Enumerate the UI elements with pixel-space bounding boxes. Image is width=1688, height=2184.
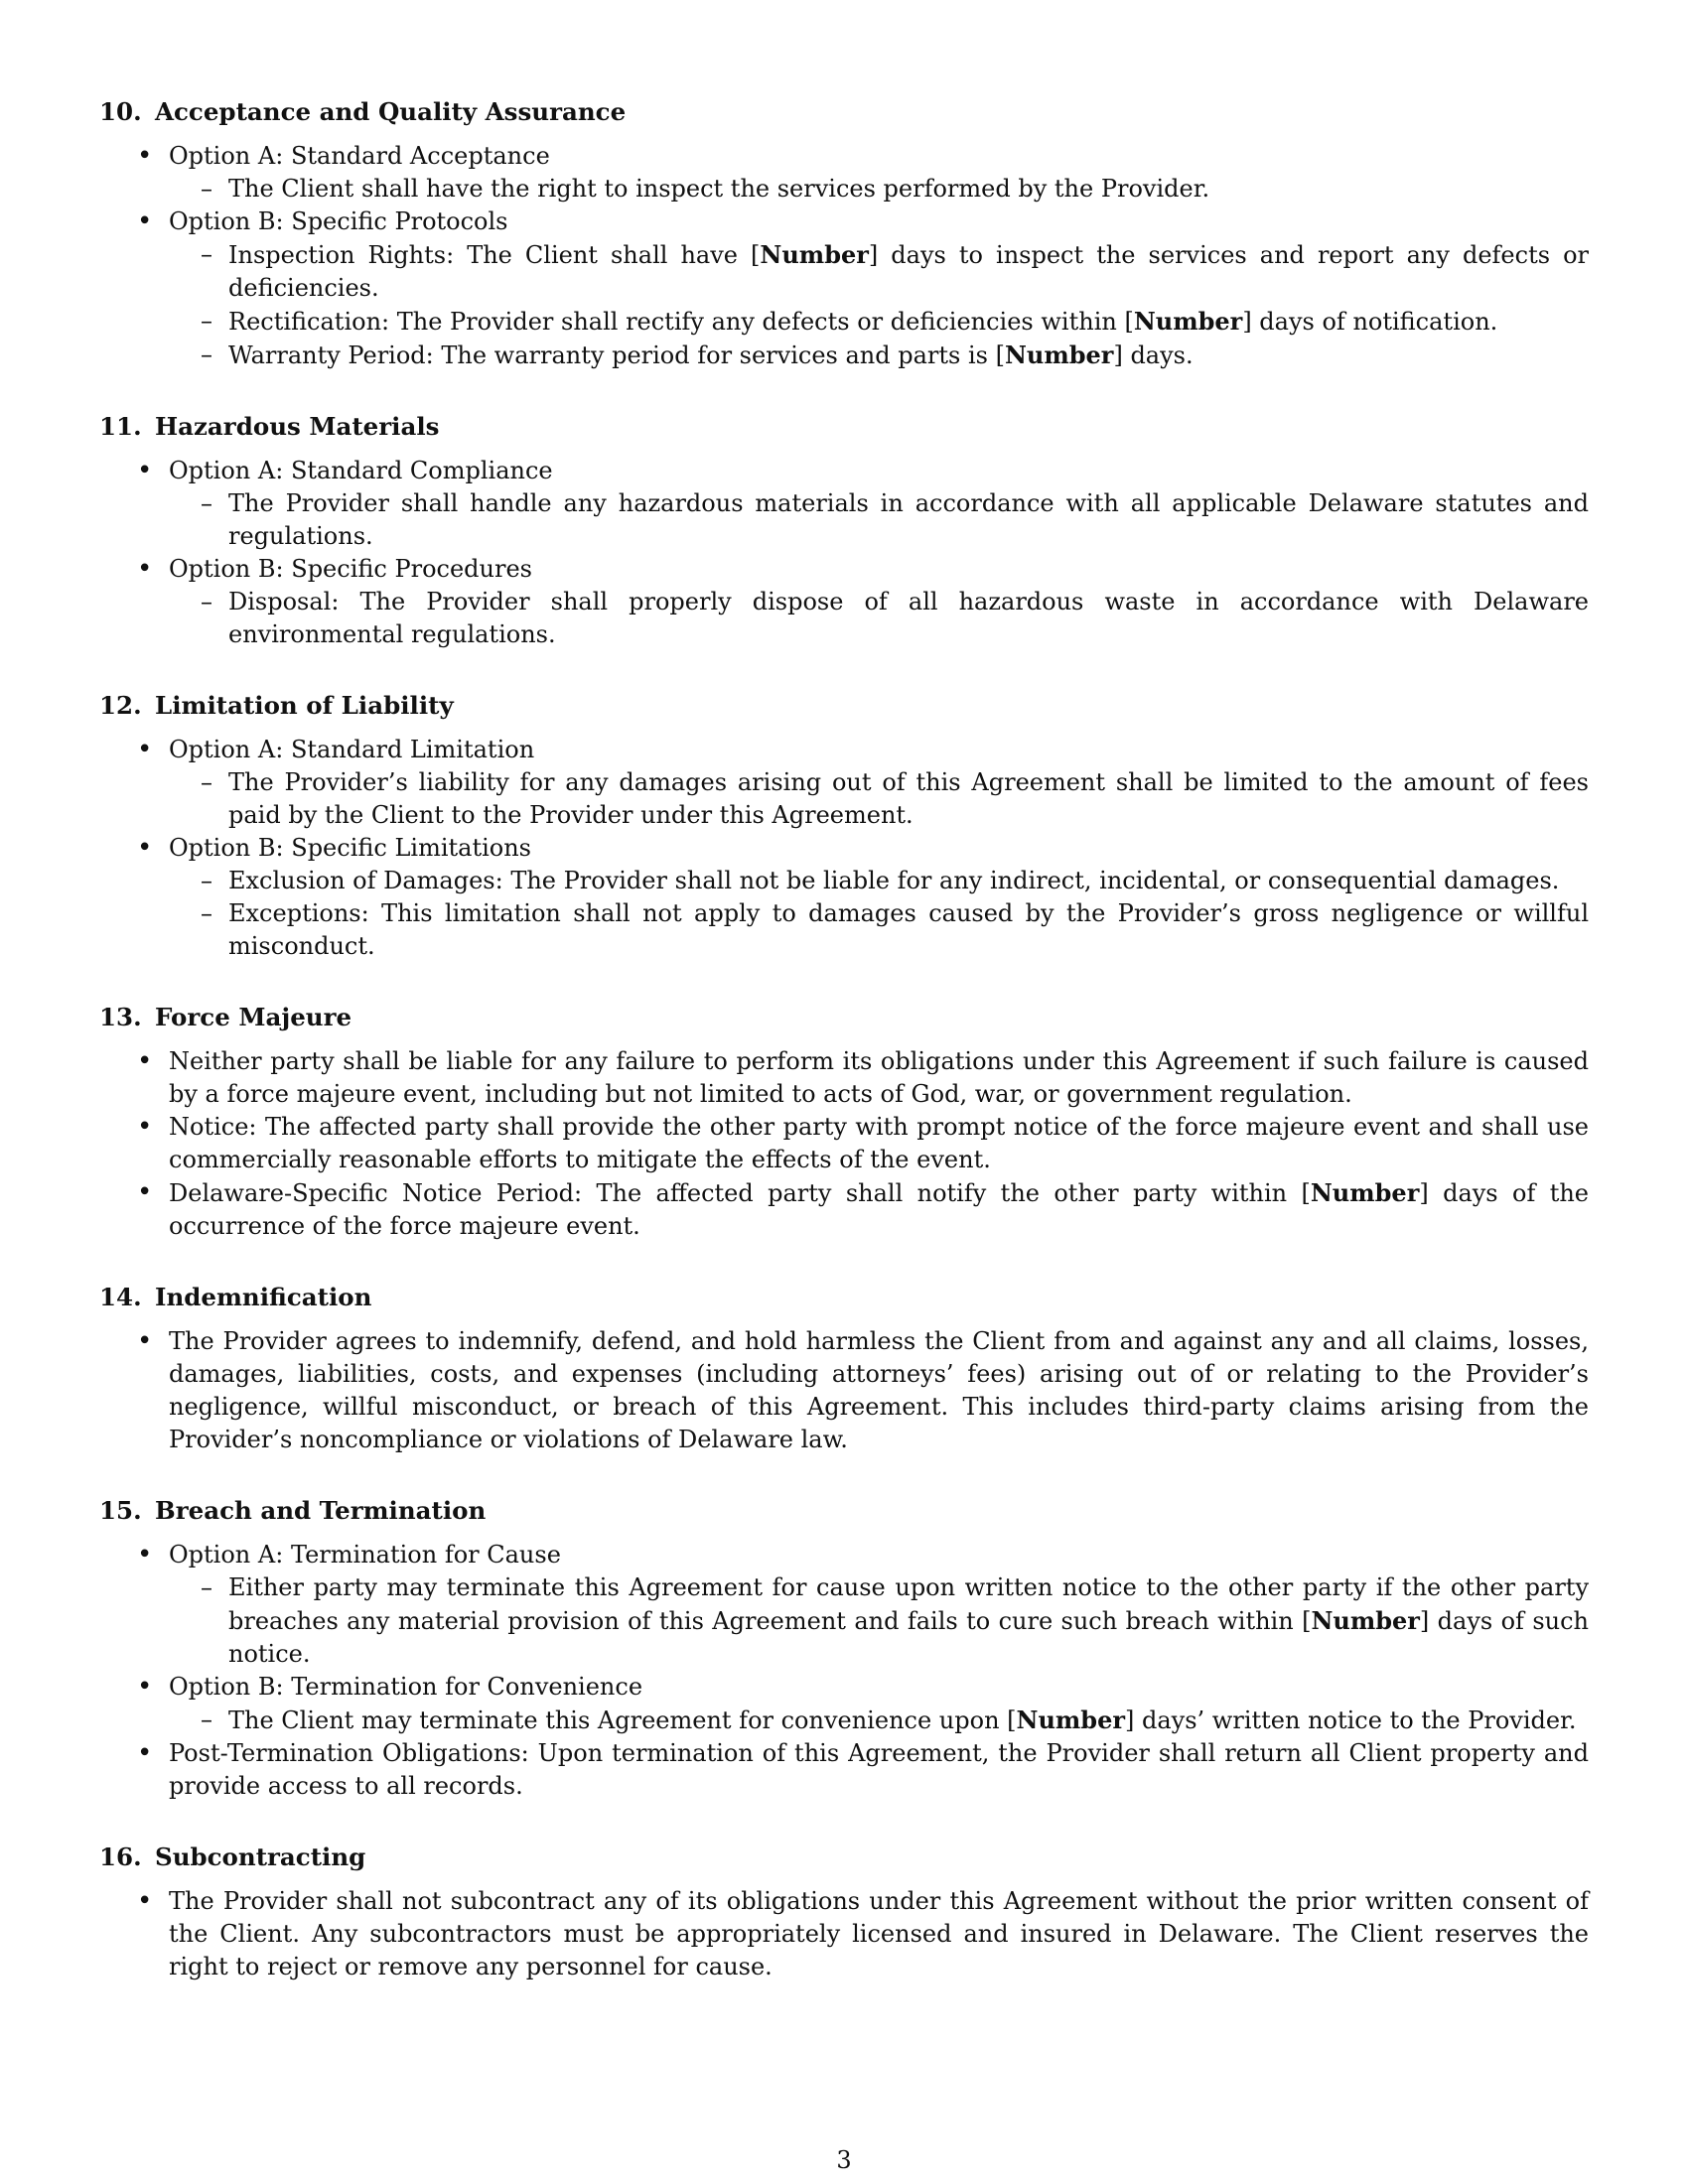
sub-item-text: The Provider shall handle any hazardous materials in accordance with all applicable Delaware statutes and regulations. bbox=[228, 489, 1589, 550]
sub-item-text: ] days’ written notice to the Provider. bbox=[1125, 1706, 1577, 1734]
number-placeholder: Number bbox=[1004, 341, 1114, 369]
option-label: Option A: Termination for Cause bbox=[169, 1541, 561, 1569]
section-heading bbox=[99, 689, 1589, 722]
option-item bbox=[99, 140, 1589, 205]
section-title: Acceptance and Quality Assurance bbox=[155, 97, 627, 126]
sub-item-text: The Client may terminate this Agreement for convenience upon [ bbox=[228, 1706, 1017, 1734]
sub-item bbox=[169, 766, 1589, 832]
option-item bbox=[99, 1539, 1589, 1671]
sub-item bbox=[169, 339, 1589, 372]
sub-item-text: The Client shall have the right to inspect the services performed by the Provider. bbox=[228, 175, 1210, 203]
sub-item-text: Rectification: The Provider shall rectify any defects or deficiencies within [ bbox=[228, 308, 1134, 336]
number-placeholder: Number bbox=[1310, 1178, 1420, 1207]
section-heading bbox=[99, 1841, 1589, 1873]
option-item bbox=[99, 455, 1589, 553]
sub-item-text: The Provider’s liability for any damages arising out of this Agreement shall be limited to the amount of fees paid by the Client to the Provider under this Agreement. bbox=[228, 768, 1589, 829]
sub-item bbox=[169, 865, 1589, 897]
page-number: 3 bbox=[836, 2146, 852, 2174]
section-16 bbox=[99, 1841, 1589, 1983]
bullet-item bbox=[99, 1325, 1589, 1456]
section-number: 15. bbox=[99, 1496, 142, 1525]
sub-item bbox=[169, 173, 1589, 205]
section-heading bbox=[99, 1281, 1589, 1313]
sub-item bbox=[169, 1704, 1589, 1737]
sub-item-text: ] days. bbox=[1113, 341, 1194, 369]
sub-item-text: ] days of notification. bbox=[1242, 308, 1498, 336]
sub-item bbox=[169, 487, 1589, 553]
section-number: 10. bbox=[99, 97, 142, 126]
document-page bbox=[99, 95, 1589, 2021]
option-label: Option B: Termination for Convenience bbox=[169, 1673, 643, 1701]
bullet-text: Notice: The affected party shall provide the other party with prompt notice of the force majeure event and shall use commercially reasonable efforts to mitigate the effects of the event. bbox=[169, 1113, 1589, 1173]
section-10 bbox=[99, 95, 1589, 372]
option-item bbox=[99, 832, 1589, 963]
section-number: 14. bbox=[99, 1283, 142, 1311]
option-label: Option A: Standard Acceptance bbox=[169, 142, 550, 170]
bullet-text: Delaware-Specific Notice Period: The affected party shall notify the other party within [ bbox=[169, 1179, 1311, 1207]
option-label: Option B: Specific Protocols bbox=[169, 207, 508, 235]
section-heading bbox=[99, 95, 1589, 128]
section-heading bbox=[99, 1001, 1589, 1033]
section-number: 12. bbox=[99, 691, 142, 720]
bullet-text: ] days of the occurrence of the force majeure event. bbox=[169, 1179, 1590, 1240]
bullet-item bbox=[99, 1111, 1589, 1176]
option-label: Option B: Specific Limitations bbox=[169, 834, 531, 862]
number-placeholder: Number bbox=[1133, 307, 1243, 336]
bullet-item bbox=[99, 1176, 1589, 1243]
section-title: Indemnification bbox=[155, 1283, 372, 1311]
sub-item bbox=[169, 897, 1589, 963]
section-11 bbox=[99, 410, 1589, 651]
sub-item-text: ] days to inspect the services and report any defects or deficiencies. bbox=[228, 241, 1590, 302]
section-title: Force Majeure bbox=[155, 1003, 352, 1031]
option-label: Option A: Standard Limitation bbox=[169, 736, 535, 763]
section-heading bbox=[99, 1494, 1589, 1527]
sub-item bbox=[169, 305, 1589, 339]
sub-item bbox=[169, 586, 1589, 651]
bullet-item bbox=[99, 1737, 1589, 1803]
sub-item-text: Either party may terminate this Agreement for cause upon written notice to the other party if the other party breaches any material provision of this Agreement and fails to cure such breach within [ bbox=[228, 1573, 1589, 1635]
section-12 bbox=[99, 689, 1589, 963]
sub-item bbox=[169, 238, 1589, 305]
section-number: 11. bbox=[99, 412, 142, 441]
option-label: Option A: Standard Compliance bbox=[169, 457, 553, 484]
bullet-text: The Provider agrees to indemnify, defend, and hold harmless the Client from and against any and all claims, losses, damages, liabilities, costs, and expenses (including attorneys’ fees) arising out of or relating to the Provider’s negligence, willful misconduct, or breach of this Agreement. This includes third-party claims arising from the Provider’s noncompliance or violations of Delaware law. bbox=[169, 1327, 1589, 1453]
option-item bbox=[99, 553, 1589, 651]
sub-item-text: Inspection Rights: The Client shall have [ bbox=[228, 241, 761, 269]
option-item bbox=[99, 1671, 1589, 1737]
sub-item-text: Disposal: The Provider shall properly dispose of all hazardous waste in accordance with Delaware environmental regulations. bbox=[228, 588, 1589, 648]
section-heading bbox=[99, 410, 1589, 443]
section-14 bbox=[99, 1281, 1589, 1456]
sub-item-text: Exceptions: This limitation shall not apply to damages caused by the Provider’s gross negligence or willful misconduct. bbox=[228, 899, 1589, 960]
section-13 bbox=[99, 1001, 1589, 1243]
option-label: Option B: Specific Procedures bbox=[169, 555, 532, 583]
number-placeholder: Number bbox=[1016, 1706, 1125, 1734]
section-title: Hazardous Materials bbox=[155, 412, 440, 441]
sub-item-text: Exclusion of Damages: The Provider shall not be liable for any indirect, incidental, or consequential damages. bbox=[228, 867, 1560, 894]
option-item bbox=[99, 205, 1589, 372]
bullet-item bbox=[99, 1045, 1589, 1111]
section-title: Limitation of Liability bbox=[155, 691, 454, 720]
section-number: 13. bbox=[99, 1003, 142, 1031]
bullet-text: The Provider shall not subcontract any of its obligations under this Agreement without the prior written consent of the Client. Any subcontractors must be appropriately licensed and insured in Delaware. The Client reserves the right to reject or remove any personnel for cause. bbox=[169, 1887, 1589, 1980]
sub-item-text: ] days of such notice. bbox=[228, 1607, 1589, 1668]
section-title: Breach and Termination bbox=[155, 1496, 487, 1525]
sub-item bbox=[169, 1571, 1589, 1671]
bullet-item bbox=[99, 1885, 1589, 1983]
number-placeholder: Number bbox=[1311, 1606, 1420, 1635]
option-item bbox=[99, 734, 1589, 832]
bullet-text: Neither party shall be liable for any failure to perform its obligations under this Agreement if such failure is caused by a force majeure event, including but not limited to acts of God, war, or government regulation. bbox=[169, 1047, 1589, 1108]
section-15 bbox=[99, 1494, 1589, 1803]
number-placeholder: Number bbox=[760, 240, 869, 269]
sub-item-text: Warranty Period: The warranty period for services and parts is [ bbox=[228, 341, 1005, 369]
section-number: 16. bbox=[99, 1843, 142, 1871]
section-title: Subcontracting bbox=[155, 1843, 366, 1871]
bullet-text: Post-Termination Obligations: Upon termination of this Agreement, the Provider shall return all Client property and provide access to all records. bbox=[169, 1739, 1589, 1800]
